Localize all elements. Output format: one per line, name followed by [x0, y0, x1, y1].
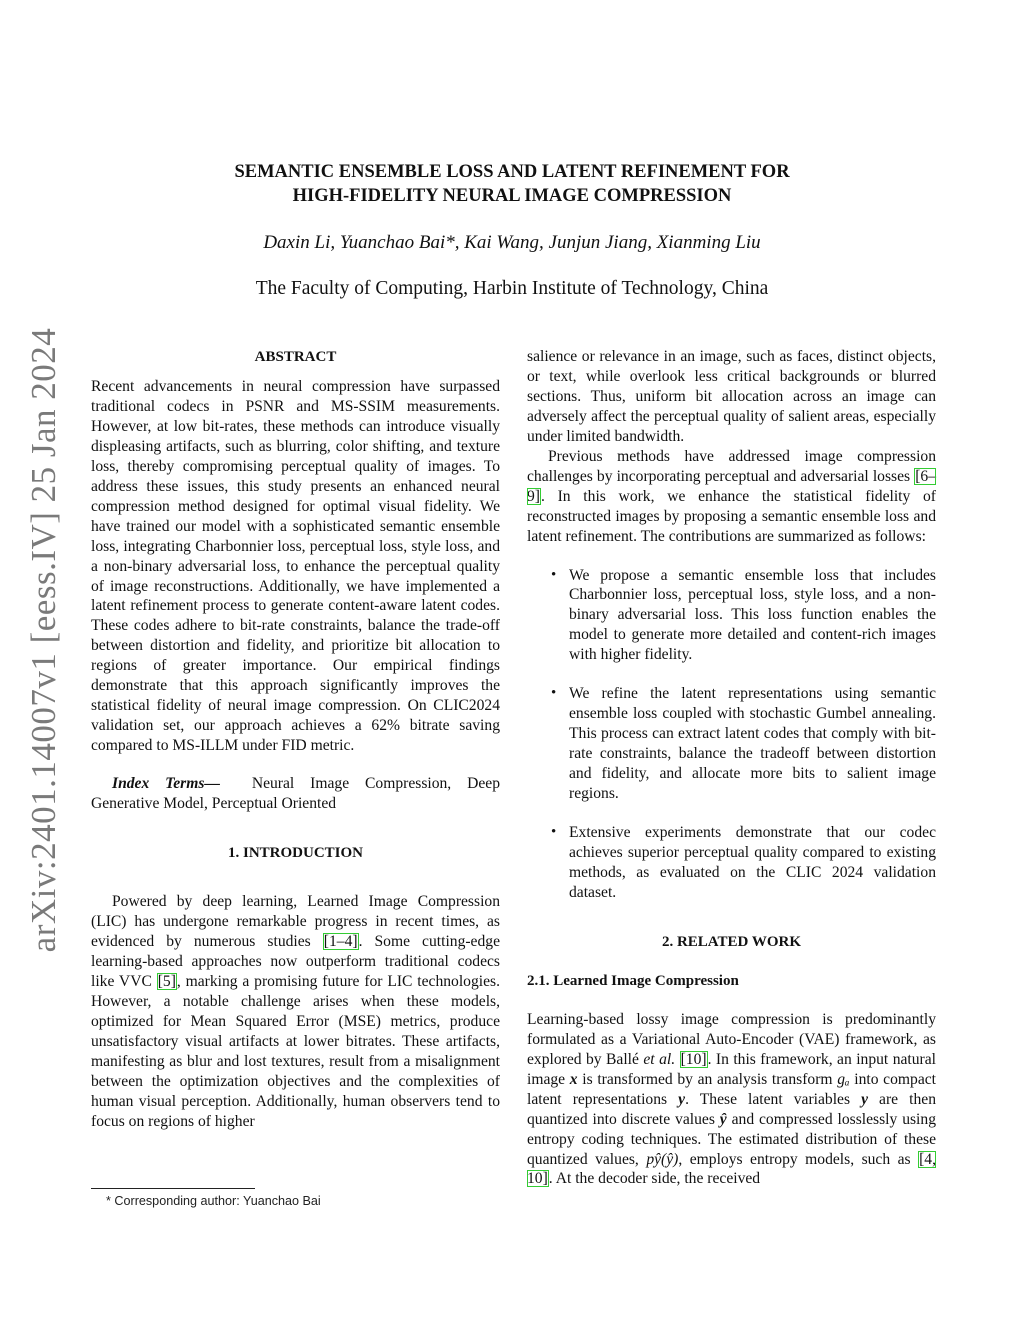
arxiv-identifier: arXiv:2401.14007v1 [eess.IV] 25 Jan 2024 [24, 327, 63, 953]
math-symbol: y [861, 1090, 868, 1108]
footnote-divider [91, 1188, 255, 1189]
citation-link[interactable]: [1–4] [323, 932, 358, 950]
text-span: , marking a promising future for LIC technologies. However, a notable challenge arises when these models, optimized for Mean Squared Error (MSE) metrics, produce unsatisfactory visual artifacts at lower bitrates. These artifacts, manifesting as blur and lost textures, result from a misalignment between the optimization objectives and the complexities of human visual perception. Additionally, human observers tend to focus on regions of higher [91, 972, 500, 1130]
text-span: . These latent variables [685, 1090, 862, 1108]
citation-link[interactable]: [10] [680, 1050, 707, 1068]
introduction-heading: 1. INTRODUCTION [227, 845, 363, 862]
author-list: Daxin Li, Yuanchao Bai*, Kai Wang, Junjun Jiang, Xianming Liu [263, 232, 761, 253]
math-symbol: x [569, 1070, 578, 1088]
left-column [91, 347, 500, 1131]
bullet-icon: • [551, 685, 557, 702]
bullet-text: We refine the latent representations using semantic ensemble loss coupled with stochastic Gumbel annealing. This process can extract latent codes that comply with bit-rate constraints, balance the tradeoff between distortion and fidelity, and allocate more bits to salient image regions. [569, 685, 936, 803]
right-column [527, 347, 936, 1189]
text-span: into compact latent representations [527, 1070, 937, 1108]
citation-link[interactable]: [5] [157, 972, 176, 990]
bullet-text: Extensive experiments demonstrate that our codec achieves superior perceptual quality compared to existing methods, as evaluated on the CLIC 2024 validation dataset. [569, 824, 936, 901]
text-span: . At the decoder side, the received [548, 1170, 761, 1188]
math-symbol: y [678, 1090, 686, 1108]
text-span: et al. [643, 1050, 676, 1068]
index-terms [91, 774, 500, 814]
index-terms-text: Neural Image Compression, Deep Generative Model, Perceptual Oriented [91, 775, 501, 813]
footnote: * Corresponding author: Yuanchao Bai [106, 1194, 321, 1208]
bullet-text: We propose a semantic ensemble loss that includes Charbonnier loss, perceptual loss, style loss, and a non-binary adversarial loss. This loss function enables the model to generate more detailed and content-rich images with higher fidelity. [569, 566, 936, 664]
text-span: Powered by deep learning, Learned Image Compression (LIC) has undergone remarkable progress in recent times, as evidenced by numerous studies [91, 893, 500, 950]
text-span: is transformed by an analysis transform [577, 1070, 838, 1088]
math-symbol: gₐ [837, 1070, 850, 1088]
bullet-icon: • [551, 566, 557, 583]
list-item [527, 823, 936, 903]
contributions-list [527, 566, 936, 903]
text-span: . In this work, we enhance the statistical fidelity of reconstructed images by proposing a semantic ensemble loss and latent refinement. The contributions are summarized as follows: [527, 487, 936, 545]
subsection-heading: 2.1. Learned Image Compression [527, 972, 739, 989]
title-line-1: SEMANTIC ENSEMBLE LOSS AND LATENT REFINEMENT FOR [234, 162, 790, 182]
text-span: . In this framework, an input natural image [527, 1050, 936, 1088]
related-work-heading: 2. RELATED WORK [661, 933, 802, 950]
text-span: and compressed losslessly using entropy coding techniques. The estimated distribution of these quantized values, [527, 1110, 936, 1168]
text-span [675, 1051, 679, 1068]
list-item [527, 566, 936, 666]
abstract-text: Recent advancements in neural compression have surpassed traditional codecs in PSNR and MS-SSIM measurements. However, at low bit-rates, these methods can introduce visually displeasing artifacts, such as blurring, color shifting, and texture loss, thereby compromising perceptual quality of images. To address these issues, this study presents an enhanced neural compression method designed for optimal visual fidelity. We have trained our model with a sophisticated semantic ensemble loss, integrating Charbonnier loss, perceptual loss, style loss, and a non-binary adversarial loss, to enhance the perceptual quality of image reconstructions. Additionally, we have implemented a latent refinement process to generate content-aware latent codes. These codes adhere to bit-rate constraints, balance the trade-off between distortion and fidelity, and prioritize bit allocation to regions of greater importance. Our empirical findings demonstrate that this approach significantly improves the statistical fidelity of neural image compression. On CLIC2024 validation set, our approach achieves a 62% bitrate saving compared to MS-ILLM under FID metric. [91, 378, 500, 755]
paper-title [150, 160, 874, 208]
math-symbol: ŷ [719, 1110, 727, 1128]
citation-link[interactable]: [6–9] [527, 467, 936, 505]
text-span: Previous methods have addressed image compression challenges by incorporating perceptual and adversarial losses [527, 447, 936, 485]
text-span: are then quantized into discrete values [527, 1090, 936, 1128]
text-span: , employs entropy models, such as [678, 1150, 919, 1168]
intro-paragraph-1-continued: salience or relevance in an image, such as faces, distinct objects, or text, while overlook less critical backgrounds or blurred sections. Thus, uniform bit allocation across an image can adversely affect the perceptual quality of salient areas, especially under limited bandwidth. [527, 348, 936, 445]
title-line-2: HIGH-FIDELITY NEURAL IMAGE COMPRESSION [292, 186, 732, 206]
text-span: Learning-based lossy image compression is predominantly formulated as a Variational Auto-Encoder (VAE) framework, as explored by Ballé [527, 1010, 936, 1068]
bullet-icon: • [551, 824, 557, 841]
citation-link[interactable]: [4, 10] [527, 1150, 936, 1188]
intro-paragraph-2 [527, 447, 936, 547]
list-item [527, 684, 936, 804]
index-terms-label: Index Terms— [112, 775, 221, 793]
affiliation: The Faculty of Computing, Harbin Institute of Technology, China [255, 278, 769, 299]
related-work-paragraph [527, 1010, 936, 1190]
intro-paragraph-1 [91, 892, 500, 1131]
math-symbol: pŷ(ŷ) [646, 1150, 679, 1168]
abstract-heading: ABSTRACT [254, 349, 337, 365]
text-span: . Some cutting-edge learning-based approaches now outperform traditional codecs like VVC [91, 932, 500, 990]
